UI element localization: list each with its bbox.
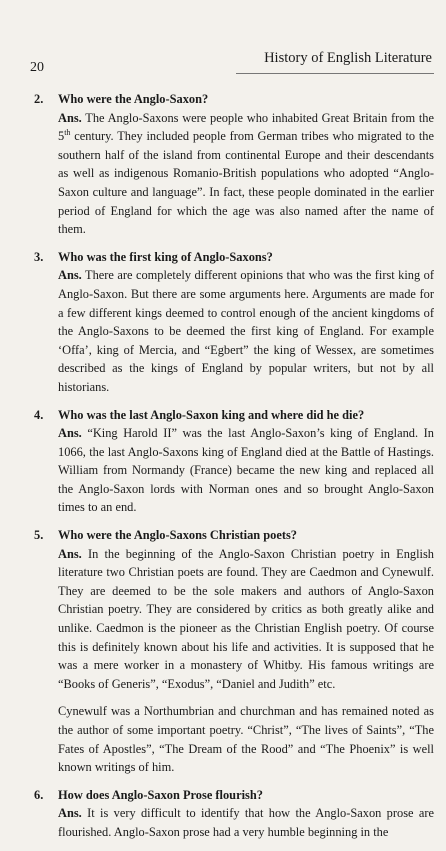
ans-label: Ans. xyxy=(58,806,82,821)
ordinal-suffix: th xyxy=(64,128,71,138)
ans-label: Ans. xyxy=(58,268,82,283)
question: Who was the first king of Anglo-Saxons? xyxy=(58,249,273,264)
answer xyxy=(58,545,434,694)
question-number: 5. xyxy=(34,528,44,543)
answer-text-cont: century. They included people from German tribes who migrated to the southern half of the island from continental Europe and their descendants as well as indigenous Romanio-British populations who adopted “Anglo-Saxon culture and language”. In fact, these people dominated in the earlier period of England for which the age was also named after the name of them. xyxy=(58,129,434,237)
page-number: 20 xyxy=(30,60,44,75)
qa-item-5 xyxy=(34,526,434,777)
answer-text: In the beginning of the Anglo-Saxon Christian poetry in English literature two Christian poets are found. They are Caedmon and Cynewulf. They are deemed to be the sole makers and authors of Anglo-Saxon Christian poetry. They are considered by critics as both greatly alike and unlike. Caedmon is the pioneer as the Christian English poetry. Of course this is definitely known about his life and activities. It is supposed that he was a mere worker in a monastery of Whitby. His famous writings are “Books of Generis”, “Exodus”, “Daniel and Judith” etc. xyxy=(58,546,434,691)
question-number: 2. xyxy=(34,92,44,106)
qa-item-4 xyxy=(34,406,434,518)
qa-item-2 xyxy=(34,90,434,239)
answer xyxy=(58,804,434,841)
question-number: 3. xyxy=(34,249,44,264)
question-number: 6. xyxy=(34,787,44,802)
page-body xyxy=(34,90,434,851)
answer-text: The Anglo-Saxons were people who inhabited Great Britain from the 5 xyxy=(58,110,434,144)
answer xyxy=(58,266,434,396)
answer xyxy=(58,109,434,239)
running-title: History of English Literature xyxy=(264,50,432,66)
answer-text: There are completely different opinions that who was the first king of Anglo-Saxon. But there are some arguments here. Arguments are made for a few different kings deemed to control enough of the ancient kingdoms of the Anglo-Saxons to be deemed the first king of England. For example ‘Offa’, king of Mercia, and “Egbert” the king of Wessex, are sometimes described as the kings of England by popular writers, but not by all historians. xyxy=(58,268,434,394)
ans-label: Ans. xyxy=(58,426,82,441)
qa-item-3 xyxy=(34,248,434,397)
question: Who were the Anglo-Saxons Christian poets? xyxy=(58,528,297,543)
answer xyxy=(58,424,434,517)
answer-paragraph-2: Cynewulf was a Northumbrian and churchman and has remained noted as the author of some important poetry. “Christ”, “The lives of Saints”, “The Fates of Apostles”, “The Dream of the Rood” and “The Phoenix” is well known writings of him. xyxy=(58,704,434,775)
question: Who were the Anglo-Saxon? xyxy=(58,92,209,106)
header-rule xyxy=(236,73,434,74)
answer-text: It is very difficult to identify that how the Anglo-Saxon prose are flourished. Anglo-Saxon prose had a very humble beginning in the xyxy=(58,806,434,839)
ans-label: Ans. xyxy=(58,110,82,125)
ans-label: Ans. xyxy=(58,546,82,561)
qa-item-6 xyxy=(34,786,434,842)
page-header xyxy=(0,50,446,76)
question: How does Anglo-Saxon Prose flourish? xyxy=(58,787,263,802)
question-number: 4. xyxy=(34,407,44,422)
answer-text: “King Harold II” was the last Anglo-Saxon’s king of England. In 1066, the last Anglo-Saxons king of England died at the Battle of Hastings. William from Normandy (France) became the new king and replaced all the Anglo-Saxon lords with Norman ones and so brought Anglo-Saxon times to an end. xyxy=(58,426,434,515)
question: Who was the last Anglo-Saxon king and where did he die? xyxy=(58,407,365,422)
